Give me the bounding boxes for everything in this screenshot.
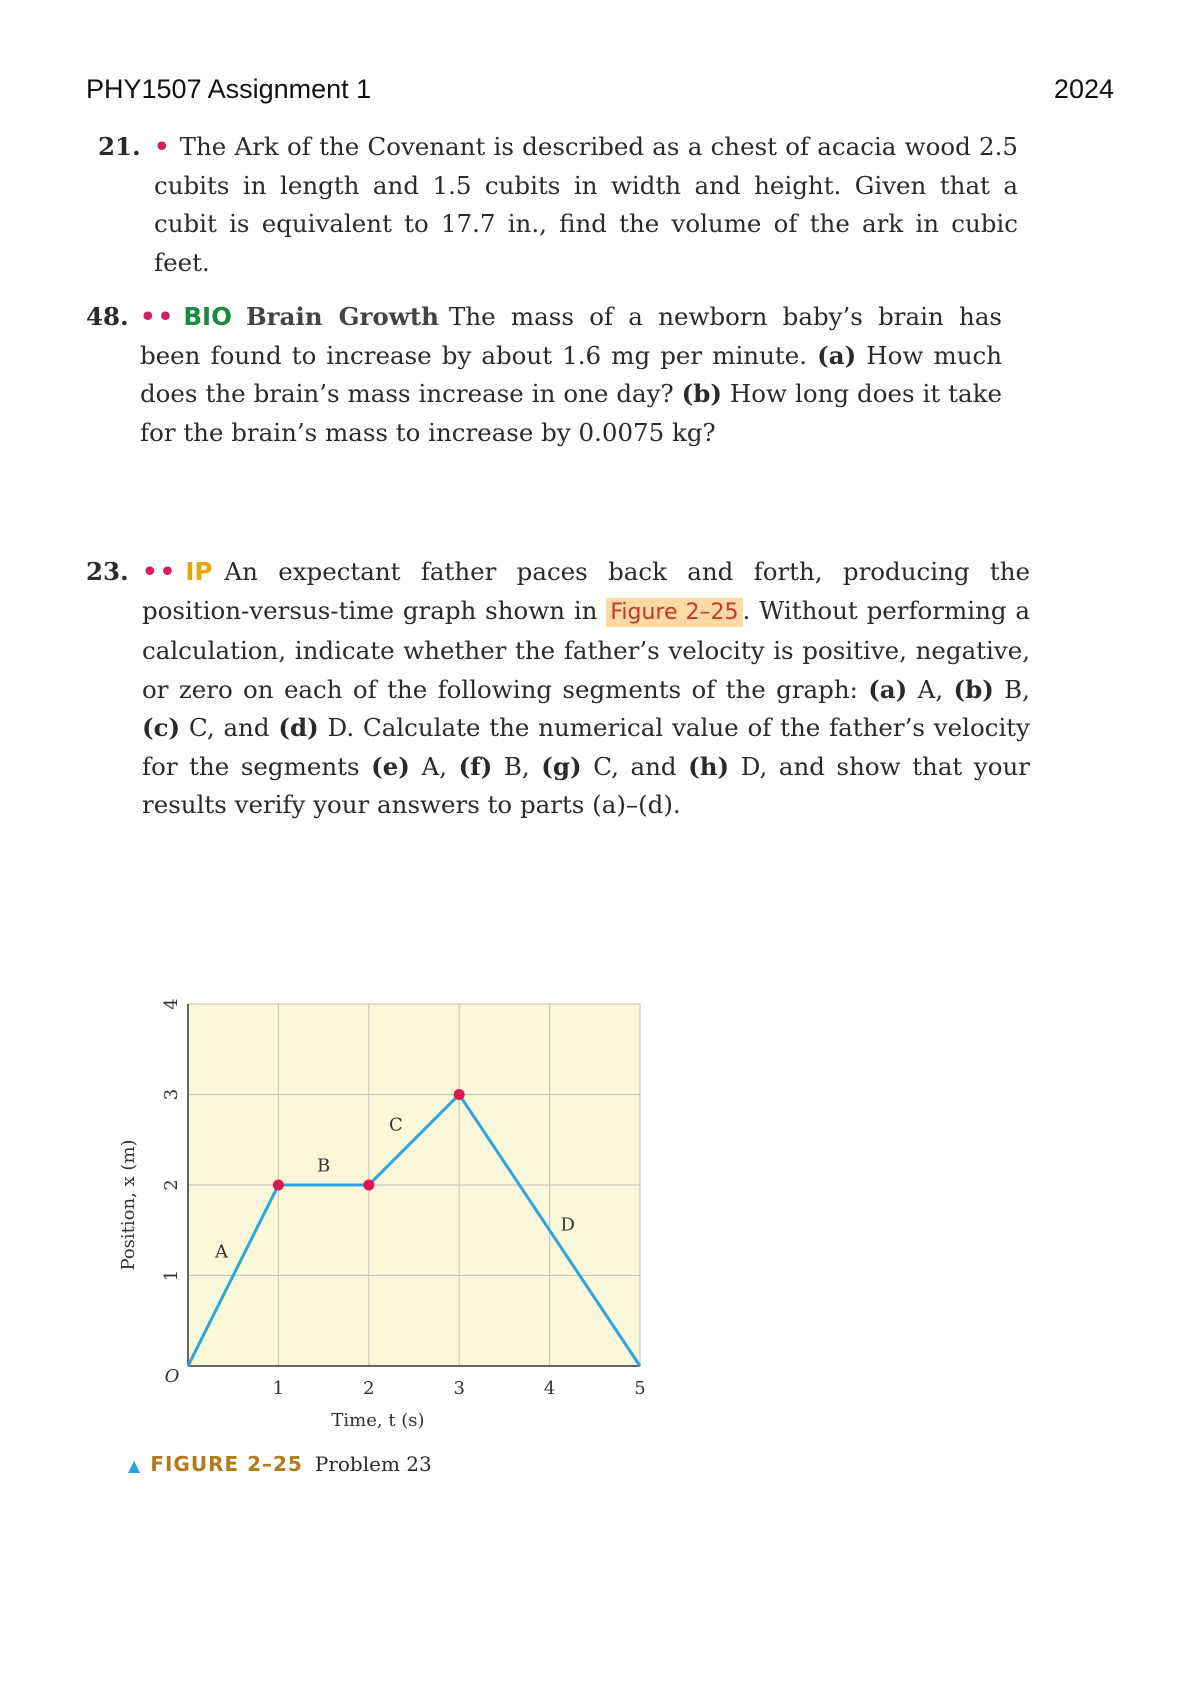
caption-text: Problem 23 [314,1452,432,1476]
segment-label: D [560,1214,575,1236]
problem-number: 48. [86,302,129,331]
part-label: (a) [868,674,908,704]
part-label: (e) [371,751,410,781]
x-tick-label: 1 [272,1378,285,1399]
part-label: (b) [953,674,994,704]
data-point-marker [273,1180,284,1191]
y-tick-label: 4 [161,998,182,1010]
problem-23 [86,553,1030,825]
problem-48 [86,298,1002,452]
segment-label: C [389,1114,403,1136]
problem-text: A, [421,751,447,781]
problem-text: The mass of a newborn baby’s brain has been found to increase by about 1.6 mg per minute. [140,302,1002,370]
x-axis-label: Time, t (s) [331,1410,425,1430]
part-label: (c) [142,713,181,742]
problem-text: . Without performing a calculation, indicate whether the father’s velocity is positive, negative, or zero on each of the following segments of the graph: [142,595,1030,704]
problem-text: D. Calculate the numerical value of the father’s velocity for the segments [142,713,1030,781]
problem-number: 21. [98,132,141,161]
position-time-chart [110,990,670,1430]
problem-21 [98,128,1018,282]
y-tick-label: 2 [161,1179,182,1191]
triangle-icon: ▲ [128,1456,141,1475]
x-tick-label: O [164,1366,180,1387]
problem-text: D, and show that your results verify your answers to parts (a)–(d). [142,751,1030,819]
problem-text: C, and [188,713,270,742]
header-title: PHY1507 Assignment 1 [86,74,372,104]
difficulty-dots: • [154,132,172,161]
header-year: 2024 [1053,74,1114,104]
difficulty-dots: •• [140,302,176,331]
problem-text: B, [1004,674,1030,704]
bio-tag: BIO [183,302,232,331]
page-header [86,74,1114,114]
figure-label: FIGURE 2–25 [150,1452,303,1476]
x-tick-label: 5 [634,1378,646,1399]
part-label: (g) [541,751,582,781]
x-tick-label: 2 [363,1378,375,1399]
part-label: (b) [681,379,722,408]
x-tick-label: 4 [543,1378,556,1399]
problem-text: C, and [593,751,677,781]
segment-label: A [214,1241,228,1263]
problem-text: The Ark of the Covenant is described as a chest of acacia wood 2.5 cubits in length and 1.5 cubits in width and height. Given that a cubit is equivalent to 17.7 in., find the volume of the ark in cubic feet. [154,132,1018,277]
y-tick-label: 3 [161,1088,182,1101]
part-label: (f) [458,751,493,781]
ip-tag: IP [185,557,213,586]
problem-text: B, [503,751,530,781]
part-label: (a) [817,340,857,370]
data-point-marker [454,1089,465,1100]
problem-text: How much does the brain’s mass increase in one day? [140,340,1002,408]
data-point-marker [363,1180,374,1191]
figure-reference-link[interactable]: Figure 2–25 [606,598,742,627]
figure-caption [128,1452,432,1476]
problem-text: A, [917,674,944,704]
part-label: (d) [278,713,319,742]
problem-number: 23. [86,557,129,586]
segment-label: B [316,1155,331,1177]
problem-text: An expectant father paces back and forth, producing the position-versus-time graph shown in [142,557,1030,625]
x-tick-label: 3 [453,1378,465,1399]
y-tick-label: 1 [161,1269,182,1282]
y-axis-label: Position, x (m) [118,1139,139,1271]
problem-title: Brain Growth [245,302,439,331]
part-label: (h) [688,751,730,781]
problem-text: How long does it take for the brain’s mass to increase by 0.0075 kg? [140,379,1002,447]
difficulty-dots: •• [142,557,178,586]
